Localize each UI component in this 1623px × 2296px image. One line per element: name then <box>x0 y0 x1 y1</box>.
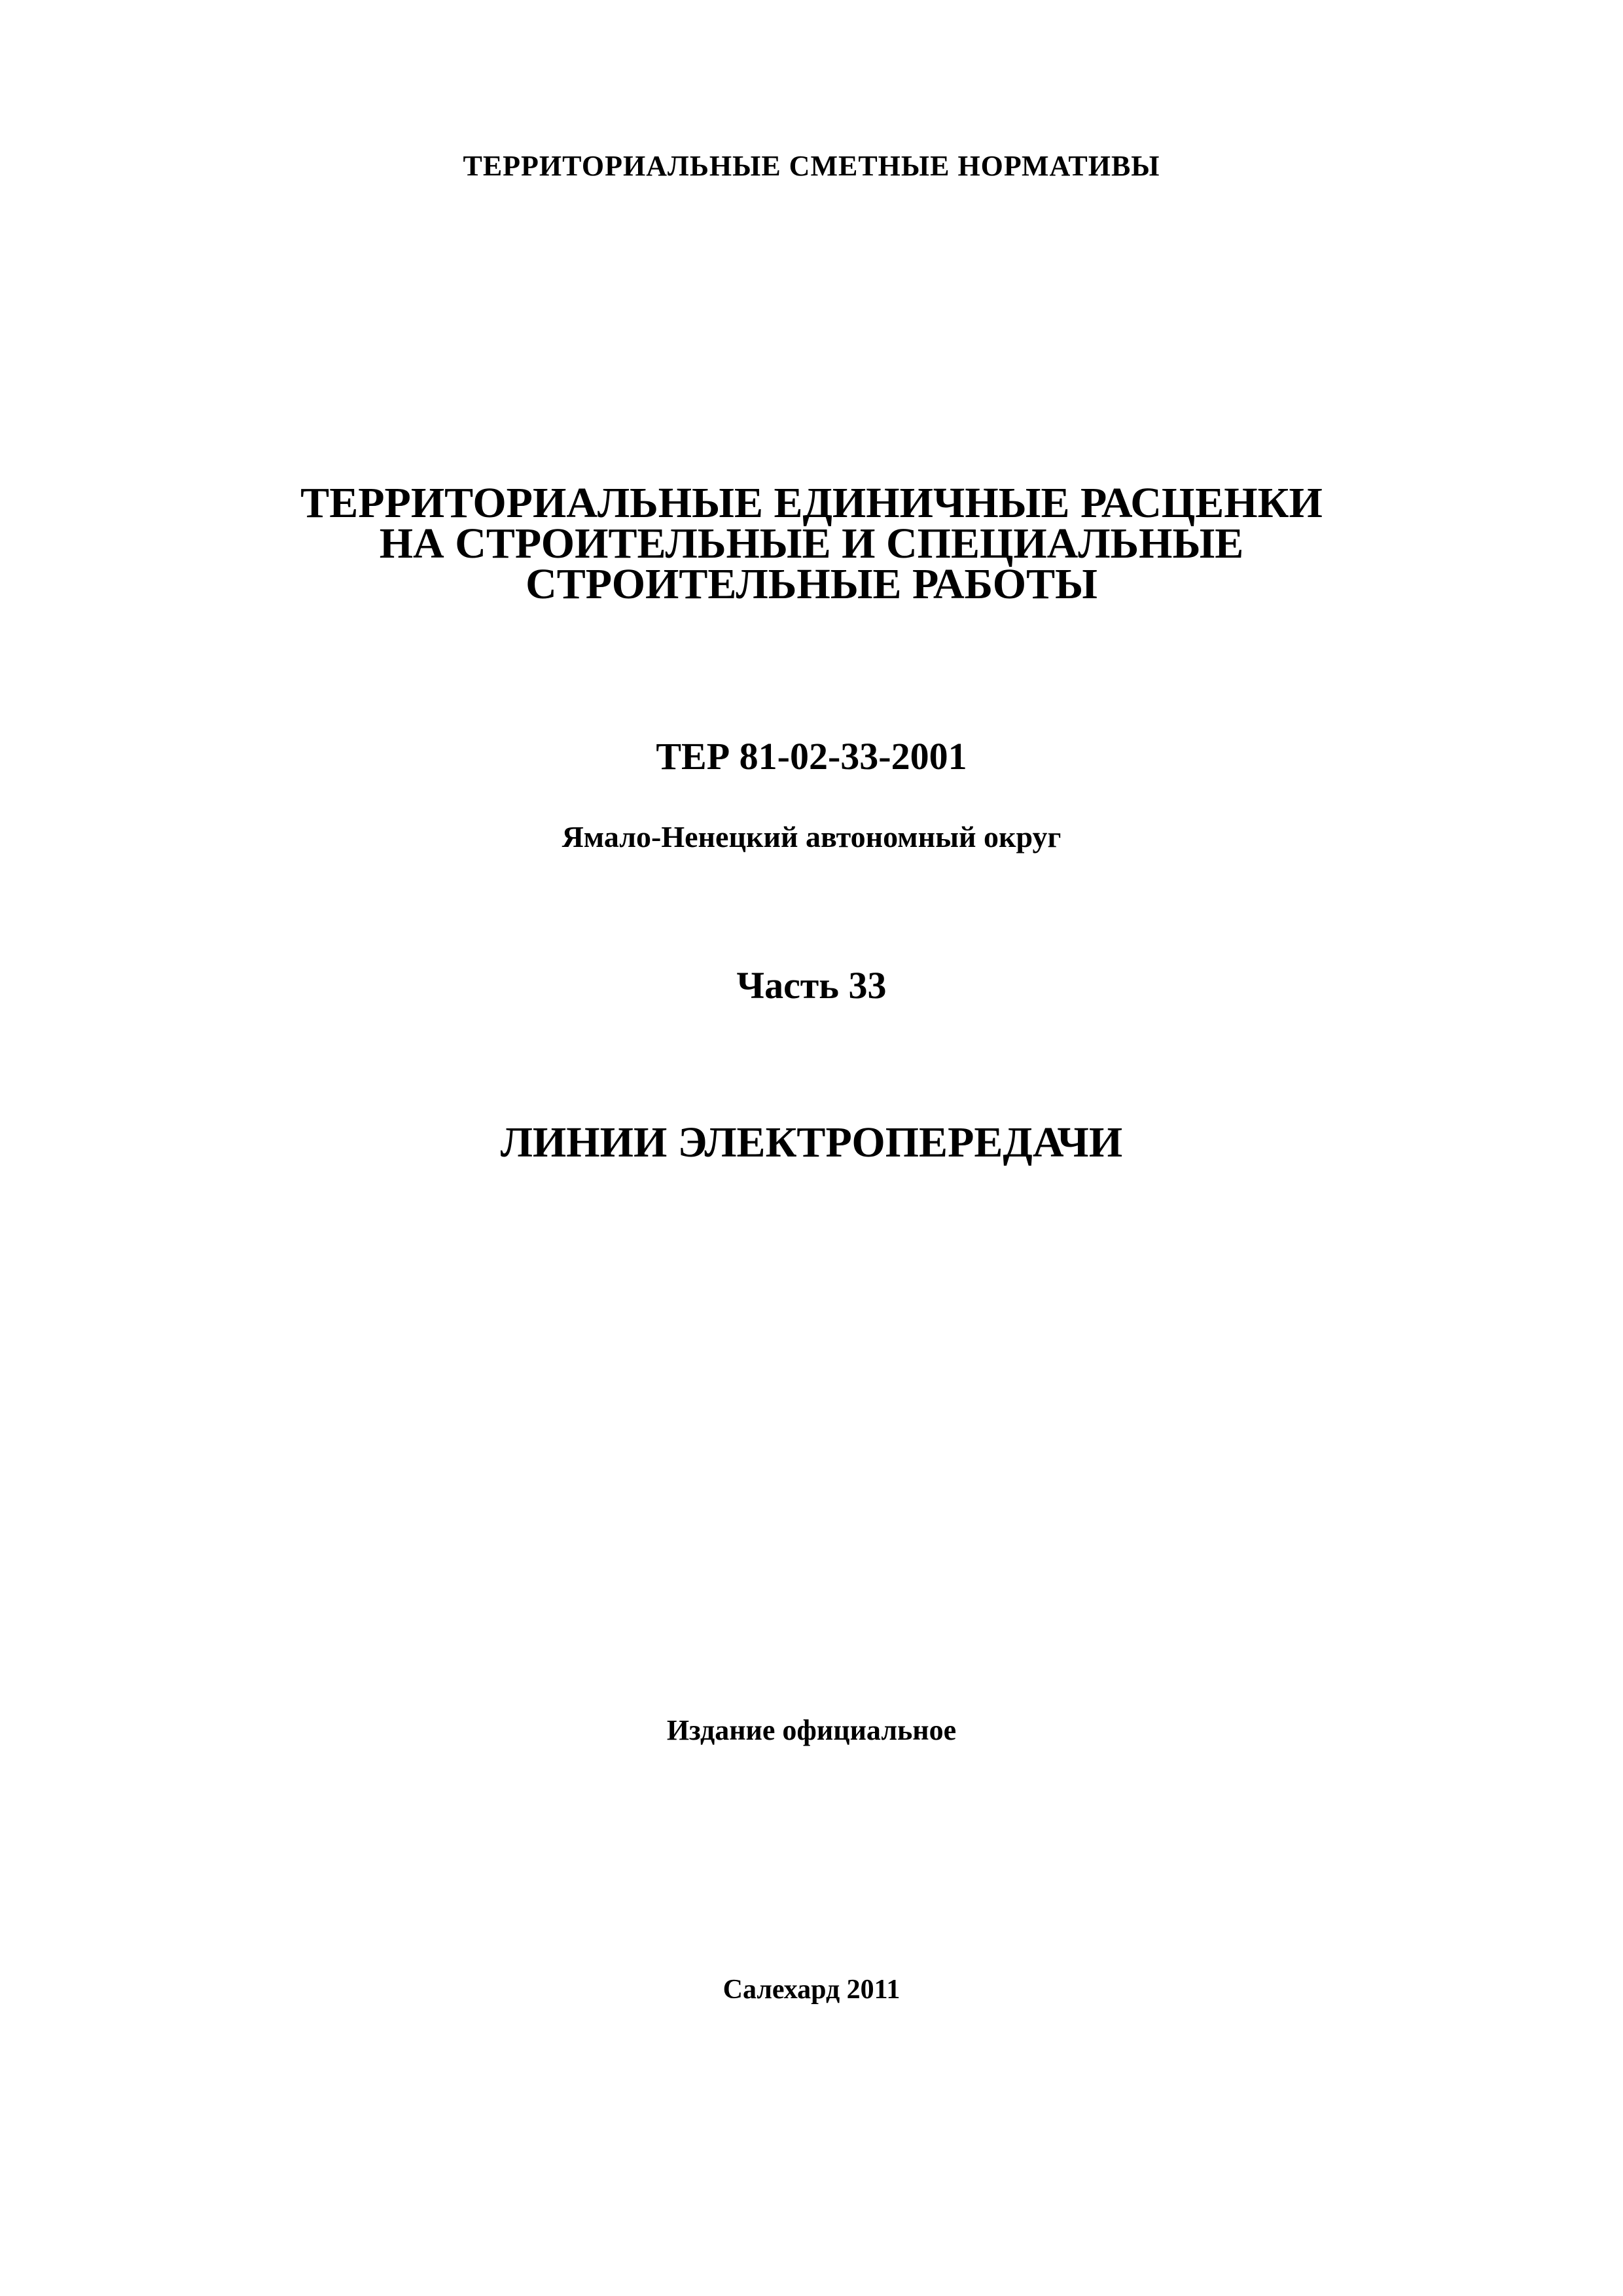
title-line: НА СТРОИТЕЛЬНЫЕ И СПЕЦИАЛЬНЫЕ <box>379 520 1244 567</box>
part-subject: ЛИНИИ ЭЛЕКТРОПЕРЕДАЧИ <box>500 1119 1123 1166</box>
series-heading: ТЕРРИТОРИАЛЬНЫЕ СМЕТНЫЕ НОРМАТИВЫ <box>463 150 1160 182</box>
part-number: Часть 33 <box>736 964 887 1007</box>
title-line: СТРОИТЕЛЬНЫЕ РАБОТЫ <box>526 560 1097 608</box>
document-code: ТЕР 81-02-33-2001 <box>656 735 967 778</box>
region-name: Ямало-Ненецкий автономный округ <box>562 820 1061 853</box>
title-line: ТЕРРИТОРИАЛЬНЫЕ ЕДИНИЧНЫЕ РАСЦЕНКИ <box>300 479 1323 527</box>
edition-note: Издание официальное <box>666 1714 957 1746</box>
imprint-place-year: Салехард 2011 <box>722 1975 901 2005</box>
document-title <box>0 479 1623 608</box>
